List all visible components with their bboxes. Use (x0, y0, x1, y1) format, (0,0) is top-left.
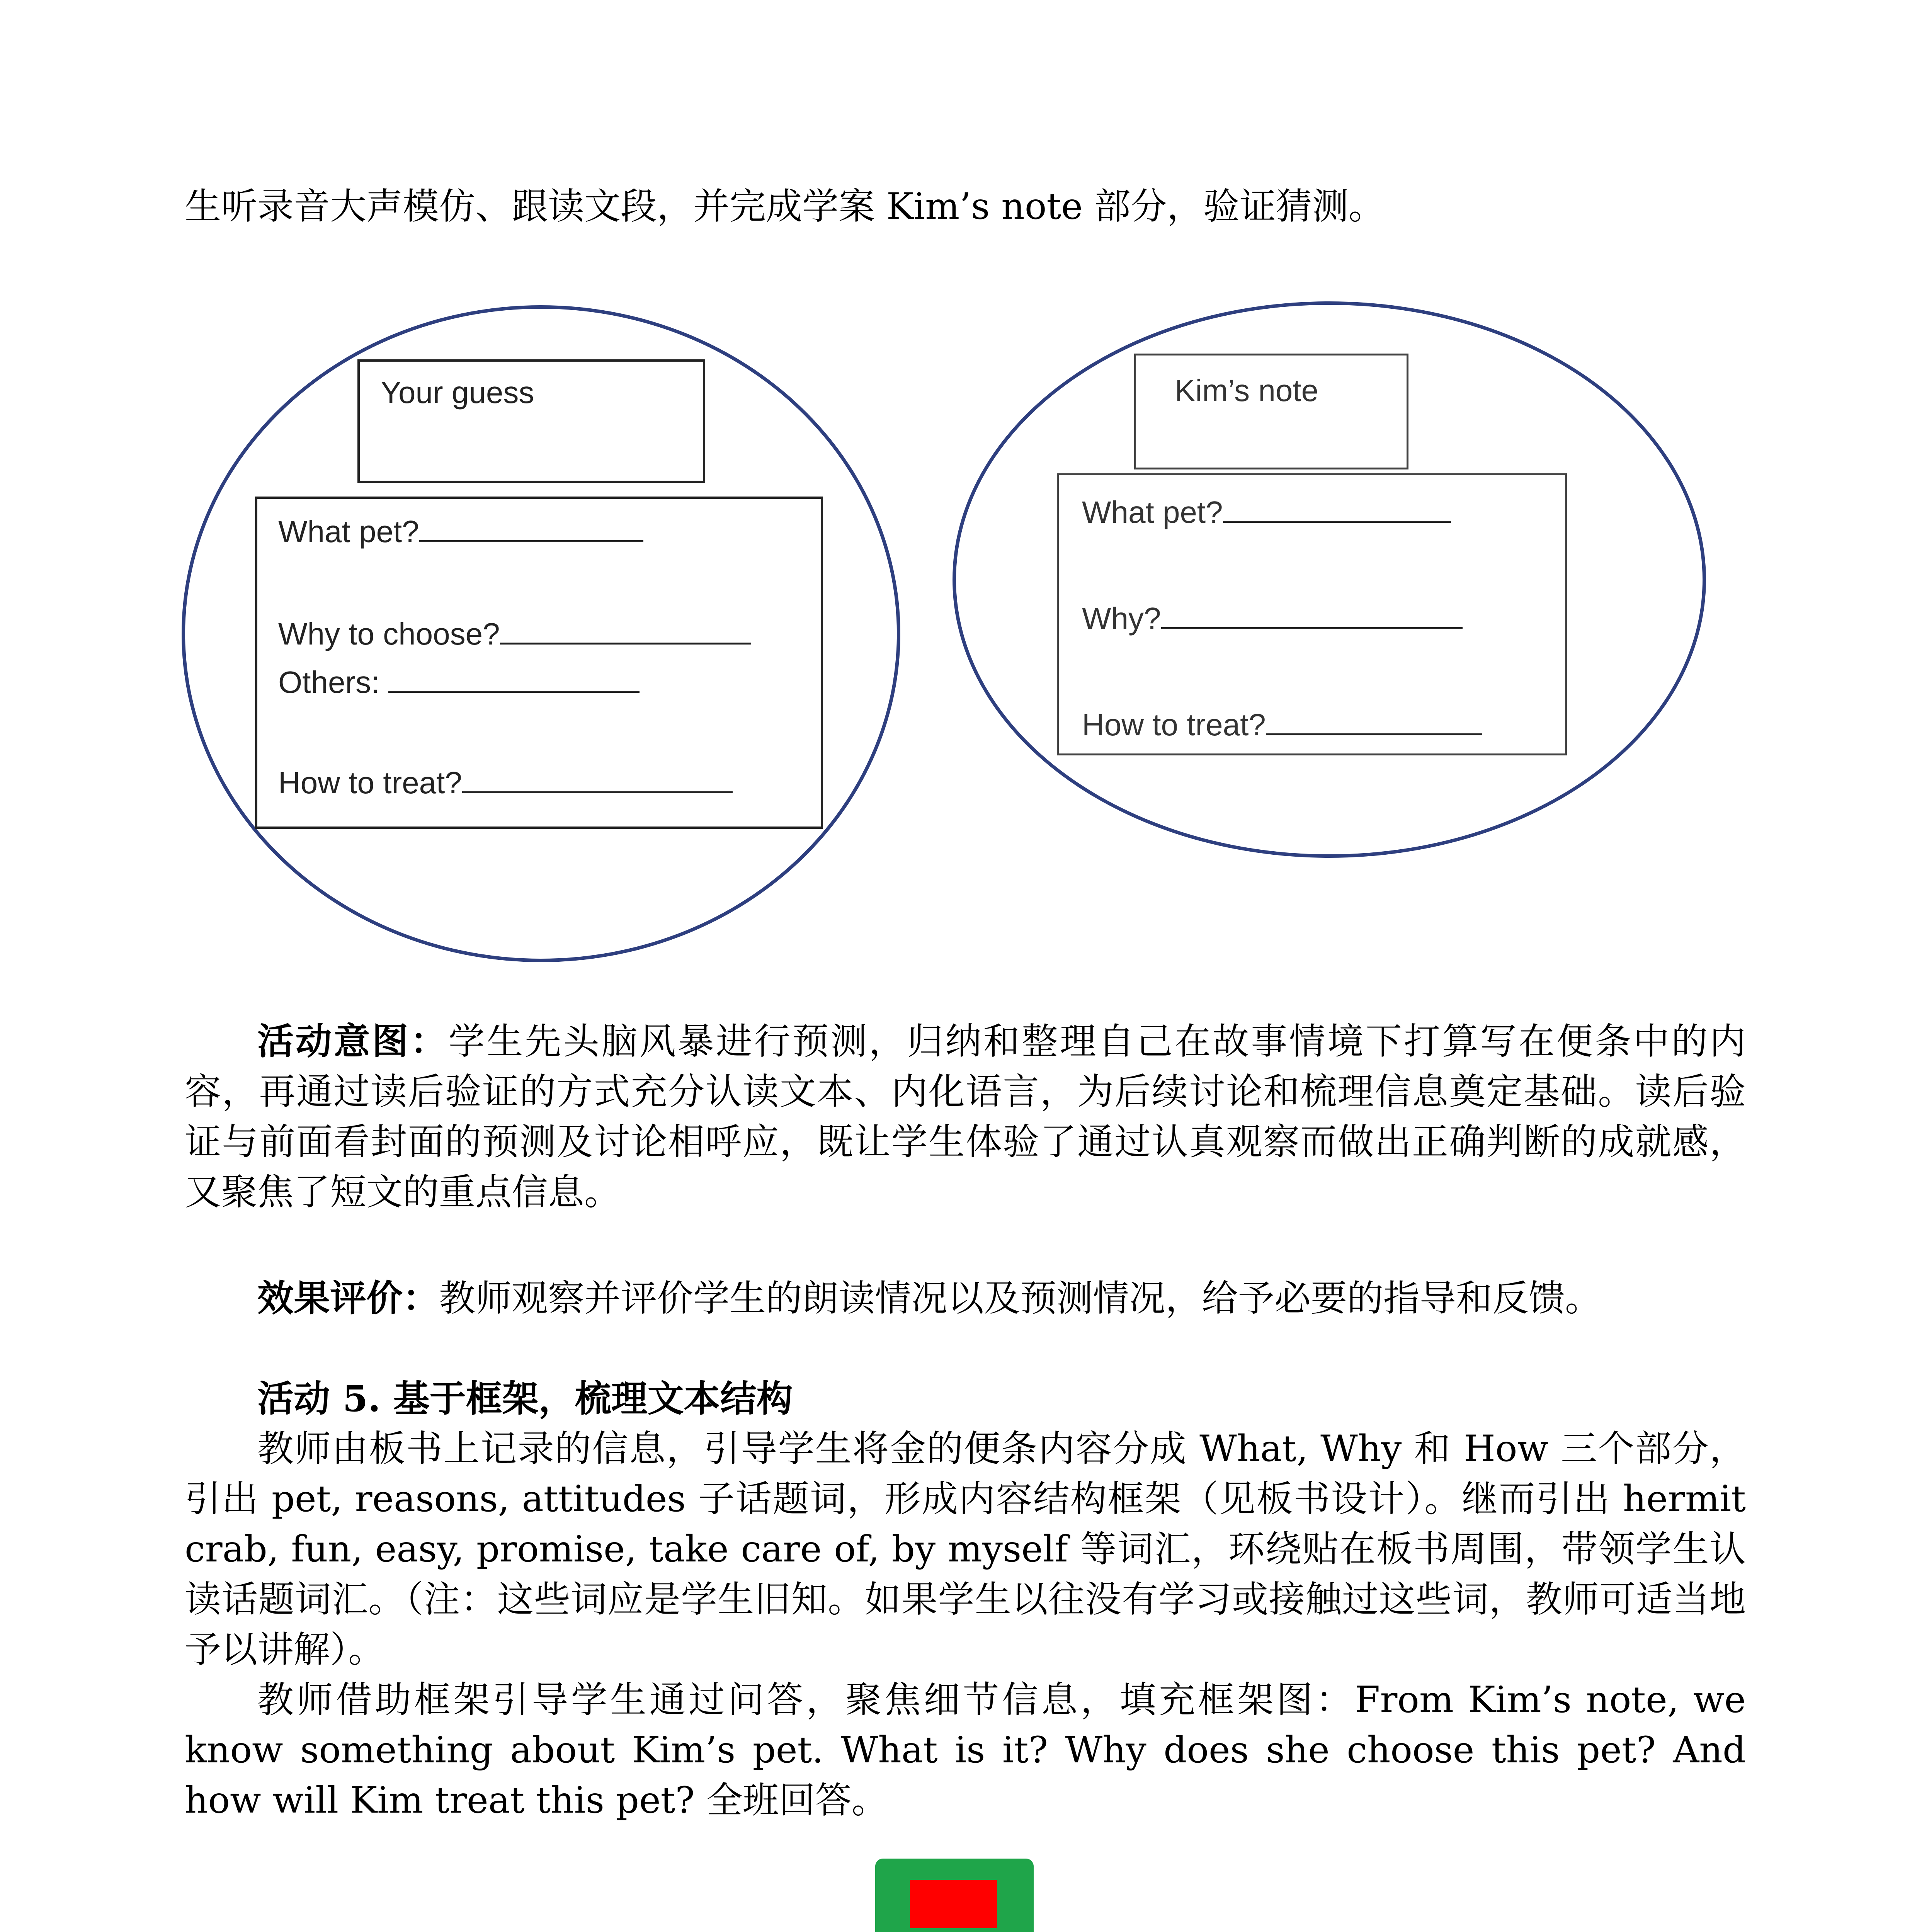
guess-question-others-label: Others: (278, 665, 380, 699)
kims-note-title: Kim’s note (1175, 373, 1319, 408)
guess-question-why-label: Why to choose? (278, 617, 500, 651)
intro-line: 生听录音大声模仿、跟读文段，并完成学案 Kim’s note 部分，验证猜测。 (185, 185, 1385, 228)
your-guess-title: Your guess (381, 375, 534, 410)
activity5-heading: 活动 5. 基于框架，梳理文本结构 (257, 1378, 793, 1420)
what-answer-red-fill (910, 1880, 997, 1928)
evaluation-text: 教师观察并评价学生的朗读情况以及预测情况，给予必要的指导和反馈。 (439, 1277, 1602, 1320)
note-question-treat-label: How to treat? (1082, 707, 1266, 742)
evaluation-label: 效果评价： (257, 1277, 439, 1320)
intent-label: 活动意图： (257, 1020, 449, 1063)
note-question-pet-label: What pet? (1082, 495, 1223, 529)
guess-question-treat-label: How to treat? (278, 765, 462, 800)
activity5-paragraph-1: 教师由板书上记录的信息，引导学生将金的便条内容分成 What, Why 和 How 三个部分，引出 pet, reasons, attitudes 子话题词，形成内容结构框架（见板书设计）。继而引出 hermit crab, fun, easy, promise, take care of, by myself 等词汇，环绕贴在板书周围，带领学生认读话题词汇。（注：这些词应是学生旧知。如果学生以往没有学习或接触过这些词，教师可适当地予以讲解）。 (185, 1428, 1746, 1671)
activity5-paragraph-2: 教师借助框架引导学生通过问答，聚焦细节信息，填充框架图：From Kim’s note, we know something about Kim’s pet. What is it? Why does she choose this pet? And how will Kim treat this pet? 全班回答。 (185, 1679, 1746, 1821)
note-question-why-label: Why? (1082, 601, 1161, 636)
guess-question-pet-label: What pet? (278, 514, 419, 549)
intent-text: 学生先头脑风暴进行预测，归纳和整理自己在故事情境下打算写在便条中的内容，再通过读后验证的方式充分认读文本、内化语言，为后续讨论和梳理信息奠定基础。读后验证与前面看封面的预测及讨论相呼应，既让学生体验了通过认真观察而做出正确判断的成就感，又聚焦了短文的重点信息。 (185, 1020, 1746, 1213)
